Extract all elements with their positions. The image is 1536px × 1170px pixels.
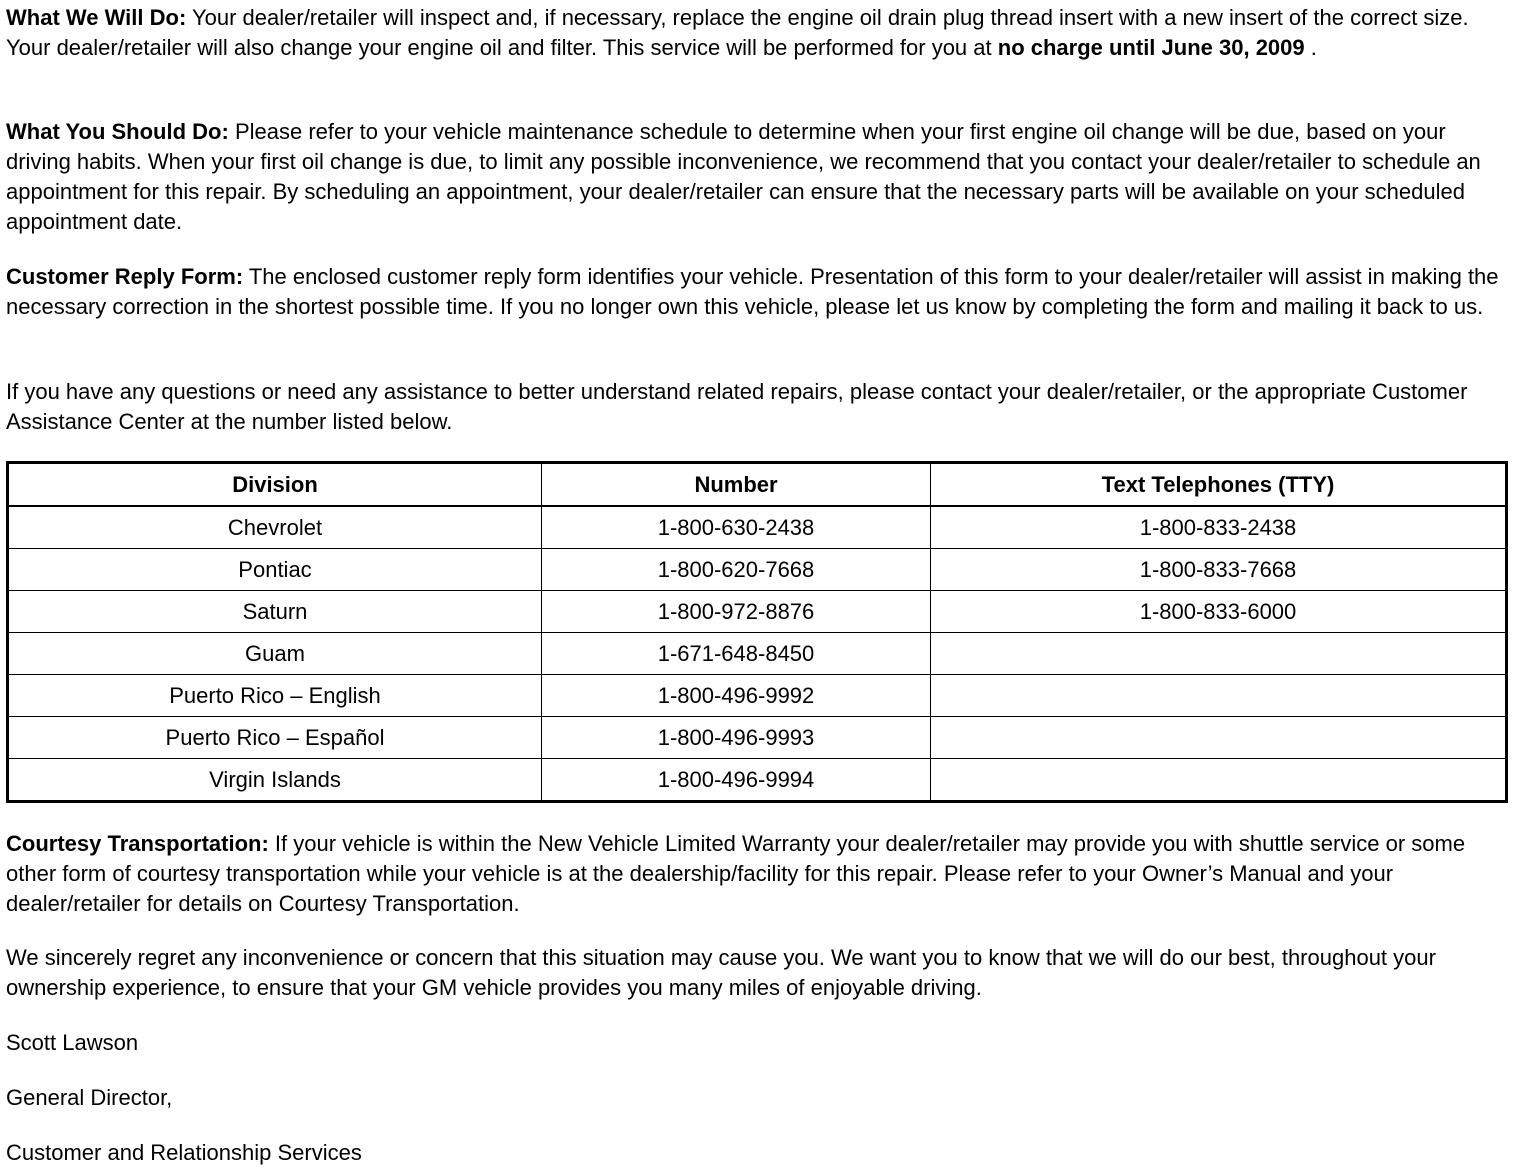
number-cell: 1-800-496-9992: [542, 675, 931, 717]
header-tty: Text Telephones (TTY): [931, 463, 1507, 507]
what-you-should-do-paragraph: [6, 117, 1512, 237]
division-cell: Saturn: [8, 591, 542, 633]
number-cell: 1-800-972-8876: [542, 591, 931, 633]
customer-reply-form-text: The enclosed customer reply form identifies your vehicle. Presentation of this form to your dealer/retailer will assist in making the necessary correction in the shortest possible time. If you no longer own this vehicle, please let us know by completing the form and mailing it back to us.: [6, 264, 1499, 319]
division-cell: Pontiac: [8, 549, 542, 591]
division-cell: Puerto Rico – English: [8, 675, 542, 717]
regret-paragraph: We sincerely regret any inconvenience or concern that this situation may cause you. We want you to know that we will do our best, throughout your ownership experience, to ensure that your GM vehicle provides you many miles of enjoyable driving.: [6, 945, 1436, 1000]
tty-cell: 1-800-833-2438: [931, 506, 1507, 549]
division-cell: Virgin Islands: [8, 759, 542, 802]
customer-assistance-table: [6, 461, 1508, 803]
what-you-should-do-text: Please refer to your vehicle maintenance schedule to determine when your first engine oil change will be due, based on your driving habits. When your first oil change is due, to limit any possible inconvenience, we recommend that you contact your dealer/retailer to schedule an appointment for this repair. By scheduling an appointment, your dealer/retailer can ensure that the necessary parts will be available on your scheduled appointment date.: [6, 119, 1481, 234]
table-row: [8, 675, 1507, 717]
tty-cell: 1-800-833-7668: [931, 549, 1507, 591]
table-row: [8, 549, 1507, 591]
table-header-row: [8, 463, 1507, 507]
customer-reply-form-paragraph: [6, 262, 1512, 322]
division-cell: Puerto Rico – Español: [8, 717, 542, 759]
signature-name: Scott Lawson: [6, 1030, 139, 1055]
number-cell: 1-800-630-2438: [542, 506, 931, 549]
table-row: [8, 591, 1507, 633]
table-row: [8, 506, 1507, 549]
what-we-will-do-heading: What We Will Do:: [6, 5, 187, 30]
signature-department: Customer and Relationship Services: [6, 1140, 362, 1165]
division-cell: Guam: [8, 633, 542, 675]
courtesy-transportation-heading: Courtesy Transportation:: [6, 831, 269, 856]
courtesy-transportation-text: If your vehicle is within the New Vehicle Limited Warranty your dealer/retailer may provide you with shuttle service or some other form of courtesy transportation while your vehicle is at the dealership/facility for this repair. Please refer to your Owner’s Manual and your dealer/retailer for details on Courtesy Transportation.: [6, 831, 1466, 916]
customer-reply-form-heading: Customer Reply Form:: [6, 264, 244, 289]
tty-cell: [931, 633, 1507, 675]
tty-cell: [931, 675, 1507, 717]
tty-cell: 1-800-833-6000: [931, 591, 1507, 633]
header-number: Number: [542, 463, 931, 507]
table-row: [8, 717, 1507, 759]
table-row: [8, 759, 1507, 802]
what-we-will-do-text: Your dealer/retailer will inspect and, if necessary, replace the engine oil drain plug thread insert with a new insert of the correct size. Your dealer/retailer will also change your engine oil and filter. This service will be performed for you at: [6, 5, 1469, 60]
number-cell: 1-671-648-8450: [542, 633, 931, 675]
division-cell: Chevrolet: [8, 506, 542, 549]
signature-title: General Director,: [6, 1085, 173, 1110]
table-row: [8, 633, 1507, 675]
what-we-will-do-paragraph: [6, 3, 1512, 63]
questions-paragraph: If you have any questions or need any assistance to better understand related repairs, please contact your dealer/retailer, or the appropriate Customer Assistance Center at the number listed below.: [6, 379, 1468, 434]
tty-cell: [931, 717, 1507, 759]
what-we-will-do-tail: .: [1304, 35, 1317, 60]
tty-cell: [931, 759, 1507, 802]
number-cell: 1-800-620-7668: [542, 549, 931, 591]
header-division: Division: [8, 463, 542, 507]
courtesy-transportation-paragraph: [6, 829, 1512, 919]
no-charge-deadline: no charge until June 30, 2009: [997, 35, 1305, 60]
number-cell: 1-800-496-9994: [542, 759, 931, 802]
what-you-should-do-heading: What You Should Do:: [6, 119, 229, 144]
number-cell: 1-800-496-9993: [542, 717, 931, 759]
